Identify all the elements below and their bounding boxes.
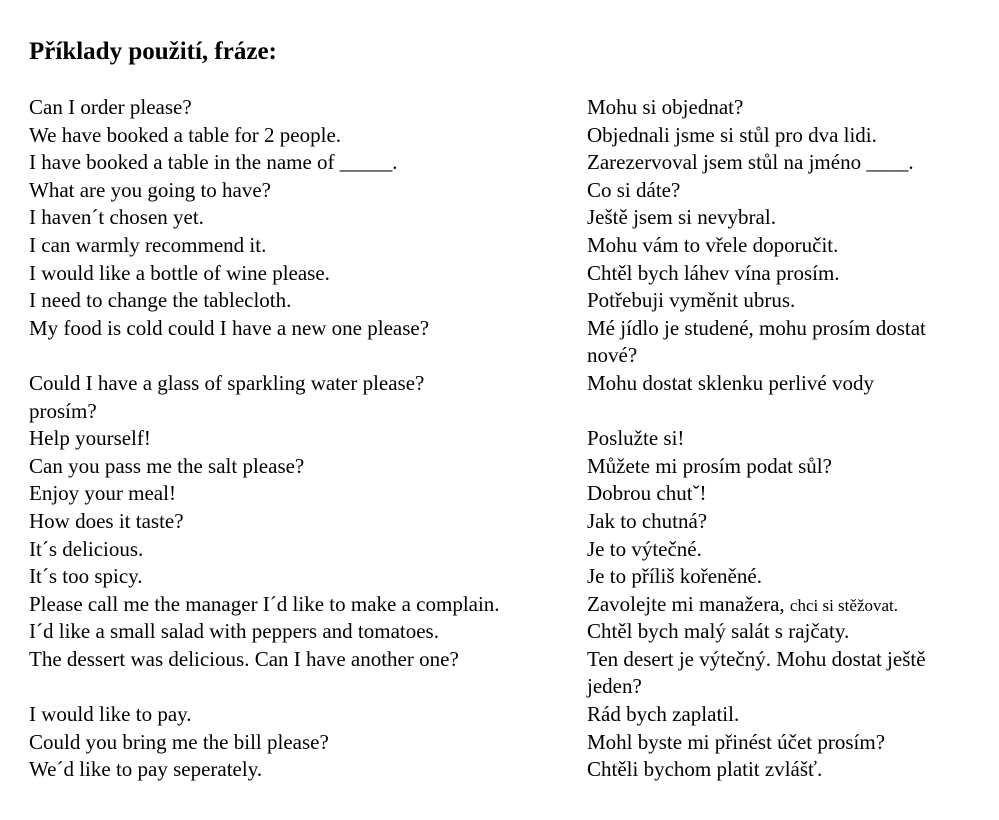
czech-phrase: Mé jídlo je studené, mohu prosím dostat: [587, 315, 926, 340]
czech-phrase: Co si dáte?: [587, 177, 681, 202]
czech-phrase-mixed: [587, 591, 992, 619]
czech-phrase: Chtěl bych láhev vína prosím.: [587, 260, 840, 285]
english-phrase: Please call me the manager I´d like to make a complain.: [29, 591, 500, 616]
english-phrase: The dessert was delicious. Can I have another one?: [29, 646, 459, 671]
english-phrase: How does it taste?: [29, 508, 184, 533]
czech-phrase: Potřebuji vyměnit ubrus.: [587, 288, 796, 313]
czech-phrase: Můžete mi prosím podat sůl?: [587, 453, 832, 478]
english-phrase: I have booked a table in the name of _____.: [29, 150, 398, 175]
czech-phrase-main: Zavolejte mi manažera,: [587, 591, 785, 616]
english-phrase: Can I order please?: [29, 95, 192, 119]
czech-phrase: Ten desert je výtečný. Mohu dostat ještě: [587, 646, 926, 671]
czech-phrase: Dobrou chutˇ!: [587, 481, 707, 506]
english-phrase: prosím?: [29, 398, 97, 423]
english-phrase: Could I have a glass of sparkling water please?: [29, 370, 425, 395]
english-phrase: [29, 342, 579, 370]
czech-phrase: Jak to chutná?: [587, 508, 708, 533]
english-phrase: Can you pass me the salt please?: [29, 453, 305, 478]
english-phrase: I´d like a small salad with peppers and tomatoes.: [29, 619, 439, 644]
czech-phrase: Mohu vám to vřele doporučit.: [587, 232, 839, 257]
czech-phrase: Je to výtečné.: [587, 536, 702, 561]
english-phrases-column: [29, 94, 579, 784]
english-phrase: It´s too spicy.: [29, 564, 143, 589]
czech-phrase: Mohu si objednat?: [587, 95, 744, 119]
english-phrase: What are you going to have?: [29, 177, 271, 202]
english-phrase: I can warmly recommend it.: [29, 232, 267, 257]
english-phrase: My food is cold could I have a new one please?: [29, 315, 430, 340]
english-phrase: We´d like to pay seperately.: [29, 757, 263, 782]
english-phrase: I would like a bottle of wine please.: [29, 260, 330, 285]
czech-phrase: Rád bych zaplatil.: [587, 702, 740, 727]
english-phrase: It´s delicious.: [29, 536, 144, 561]
czech-phrase: Mohl byste mi přinést účet prosím?: [587, 729, 886, 754]
english-phrase: [29, 673, 579, 701]
czech-phrase: Je to příliš kořeněné.: [587, 564, 762, 589]
page-title: Příklady použití, fráze:: [29, 38, 277, 65]
czech-phrase: jeden?: [587, 674, 642, 699]
czech-phrase-small-suffix: chci si stěžovat.: [789, 595, 899, 615]
czech-phrase: Ještě jsem si nevybral.: [587, 205, 776, 230]
czech-phrase: Zarezervoval jsem stůl na jméno ____.: [587, 150, 914, 175]
english-phrase: We have booked a table for 2 people.: [29, 122, 342, 147]
english-phrase: I need to change the tablecloth.: [29, 288, 292, 313]
english-phrase: I would like to pay.: [29, 702, 192, 727]
czech-phrase: Chtěl bych malý salát s rajčaty.: [587, 619, 850, 644]
english-phrase: I haven´t chosen yet.: [29, 205, 204, 230]
english-phrase: Enjoy your meal!: [29, 481, 176, 506]
czech-phrase: Poslužte si!: [587, 426, 685, 451]
english-phrase: Help yourself!: [29, 426, 151, 451]
czech-phrase: Mohu dostat sklenku perlivé vody: [587, 370, 874, 395]
czech-phrase: nové?: [587, 343, 638, 368]
czech-phrase: Objednali jsme si stůl pro dva lidi.: [587, 122, 877, 147]
english-phrase: Could you bring me the bill please?: [29, 729, 329, 754]
czech-phrase: [587, 398, 992, 426]
czech-phrase: Chtěli bychom platit zvlášť.: [587, 757, 823, 782]
czech-phrases-column: [587, 94, 992, 784]
